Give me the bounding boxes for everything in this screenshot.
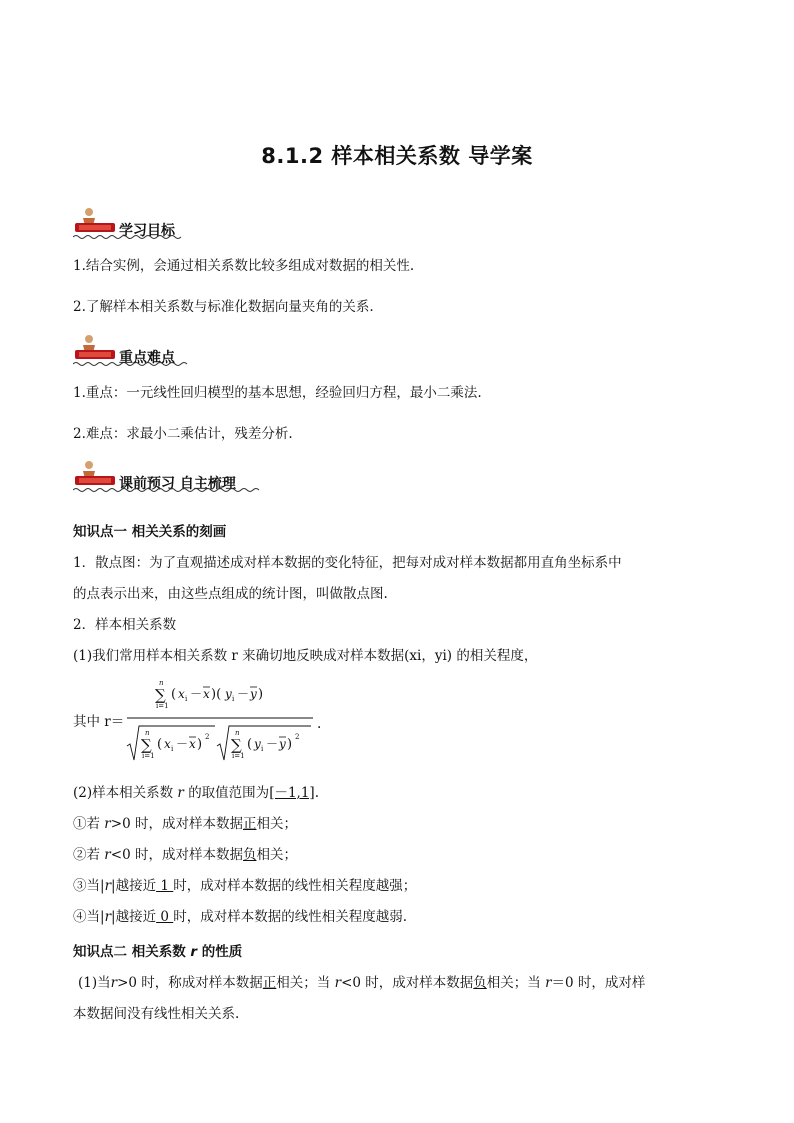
var-r: r [110,975,118,991]
text: >0 时，成对样本数据 [110,816,243,832]
var-r: r [104,878,112,894]
svg-text:－: － [190,687,203,701]
kp2-line-1 [78,973,645,993]
scatter-line-1: 1．散点图：为了直观描述成对样本数据的变化特征，把每对成对样本数据都用直角坐标系中 [73,555,622,571]
svg-text:∑: ∑ [141,736,152,754]
key-point-2: 2.难点：求最小二乘估计，残差分析. [73,426,293,442]
var-r: r [104,847,111,863]
section-underline [73,361,193,367]
section-header-key [73,333,203,367]
text: (1)当 [78,975,111,991]
var-r: r [177,785,184,801]
coef-desc: (1)我们常用样本相关系数 r 来确切地反映成对样本数据(xi，yi) 的相关程度， [73,648,538,664]
svg-text:x: x [178,687,185,701]
section-title: 学习目标 [119,223,175,239]
text: ＝0 时，成对样 [551,975,646,991]
svg-text:): ) [287,737,293,752]
text: 时，成对样本数据的线性相关程度越弱. [173,909,408,925]
var-r: r [545,975,552,991]
section-header-goals [73,206,193,240]
section-underline [73,487,265,493]
svg-text:(: ( [157,737,163,752]
svg-text:i=1: i=1 [156,702,169,710]
range-line [73,783,319,803]
svg-text:i=1: i=1 [232,752,245,760]
var-r: r [190,944,198,960]
svg-text:n: n [235,729,240,737]
text: ①若 [73,816,100,832]
text: |越接近 [111,909,157,925]
svg-text:∑: ∑ [155,686,166,704]
section-title: 课前预习 自主梳理 [119,476,236,492]
answer-underlined: 负 [473,975,487,991]
svg-text:): ) [197,737,203,752]
section-header-preview [73,459,273,493]
text: 相关； [256,847,297,863]
svg-text:y: y [250,687,257,701]
answer-underlined: 1 [156,878,174,894]
formula-graphic [125,676,315,768]
text: <0 时，成对样本数据 [341,975,474,991]
text: 时，成对样本数据的线性相关程度越强； [173,878,417,894]
svg-text:－: － [266,737,279,751]
svg-text:(: ( [171,687,177,702]
text: |越接近 [111,878,157,894]
var-r: r [104,909,112,925]
case-1 [73,814,297,834]
svg-text:n: n [145,729,150,737]
var-r: r [104,816,111,832]
svg-text:－: － [176,737,189,751]
scatter-line-2: 的点表示出来，由这些点组成的统计图，叫做散点图. [73,586,388,602]
svg-text:)(: )( [211,687,222,702]
case-4 [73,907,407,927]
section-underline [73,234,193,240]
svg-text:i=1: i=1 [142,752,155,760]
kp1-heading: 知识点一 相关关系的刻画 [73,524,227,540]
svg-text:x: x [203,687,210,701]
text: (2)样本相关系数 [73,785,174,801]
svg-text:i: i [185,695,188,703]
text: >0 时，称成对样本数据 [117,975,263,991]
svg-text:n: n [159,679,164,687]
svg-text:－: － [237,687,250,701]
coef-heading: 2．样本相关系数 [73,617,177,633]
answer-underlined: 负 [242,847,257,863]
answer-underlined: 0 [156,909,174,925]
kp2-heading [73,942,242,962]
svg-text:i: i [261,745,264,753]
text: 的取值范围为 [188,785,270,801]
text: 相关；当 [486,975,541,991]
kp2-line-2: 本数据间没有线性相关关系. [73,1006,240,1022]
text: ②若 [73,847,100,863]
svg-text:i: i [171,745,174,753]
range-value: [－1,1] [269,785,315,801]
var-r: r [334,975,342,991]
case-3 [73,876,416,896]
case-2 [73,845,297,865]
svg-text:2: 2 [205,733,210,741]
text: . [314,785,319,801]
text: <0 时，成对样本数据 [110,847,243,863]
goal-2: 2.了解样本相关系数与标准化数据向量夹角的关系. [73,299,374,315]
svg-text:x: x [164,737,171,751]
text: 相关；当 [276,975,331,991]
text: 相关； [256,816,297,832]
svg-text:y: y [254,737,261,751]
svg-text:y: y [279,737,286,751]
correlation-formula: 其中 r＝ ∑ n i=1 ( x i － x )( y i － y ) ∑ n i=1 ( x i － x ) 2 ∑ n i=1 ( y i － y ) 2 . [73,676,333,768]
answer-underlined: 正 [262,975,277,991]
text: 知识点二 相关系数 [73,944,186,960]
section-title: 重点难点 [119,350,175,366]
goal-1: 1.结合实例，会通过相关系数比较多组成对数据的相关性. [73,258,415,274]
key-point-1: 1.重点：一元线性回归模型的基本思想，经验回归方程，最小二乘法. [73,385,482,401]
formula-prefix: 其中 r＝ [73,714,125,730]
text: ③当| [73,878,105,894]
svg-text:i: i [232,695,235,703]
text: 的性质 [201,944,243,960]
page-title: 8.1.2 样本相关系数 导学案 [261,144,533,168]
svg-text:): ) [258,687,264,702]
svg-text:(: ( [247,737,253,752]
svg-text:y: y [225,687,232,701]
svg-text:x: x [189,737,196,751]
answer-underlined: 正 [242,816,257,832]
svg-text:2: 2 [295,733,300,741]
text: ④当| [73,909,105,925]
svg-text:∑: ∑ [231,736,242,754]
